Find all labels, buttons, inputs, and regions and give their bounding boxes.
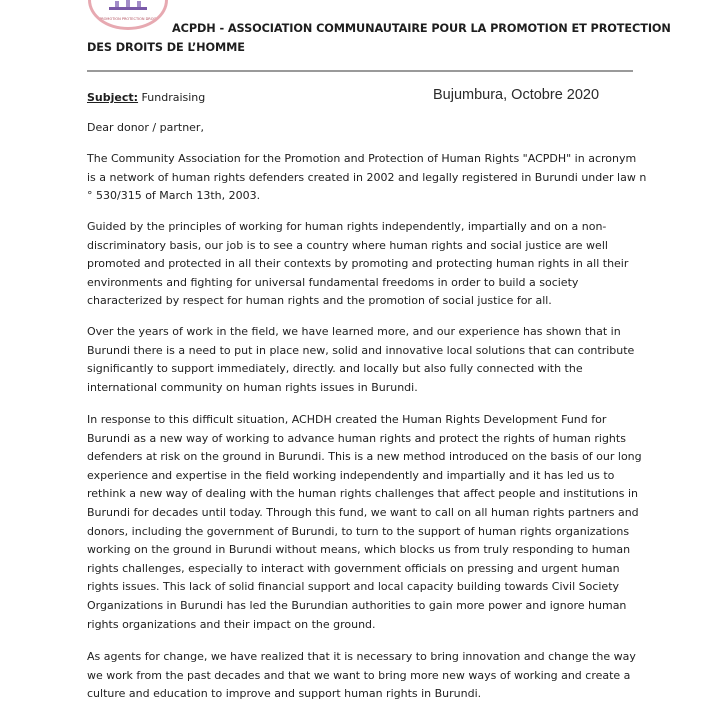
text-line: promoted and protected in all their contexts by promoting and protecting human rights in all their bbox=[87, 257, 629, 271]
text-line: significantly to support immediately, directly. and locally but also fully connected with the bbox=[87, 362, 583, 376]
text-line: Guided by the principles of working for human rights independently, impartially and on a non- bbox=[87, 220, 607, 233]
subject-value: Fundraising bbox=[141, 91, 206, 104]
subject-label: Subject: bbox=[87, 91, 139, 104]
organization-name-line-1: ACPDH - ASSOCIATION COMMUNAUTAIRE POUR LA PROMOTION ET PROTECTION bbox=[172, 22, 671, 35]
text-line: international community on human rights issues in Burundi. bbox=[87, 380, 418, 394]
text-line: culture and education to improve and support human rights in Burundi. bbox=[87, 687, 482, 701]
paragraph-principles bbox=[87, 218, 642, 311]
text-line: donors, including the government of Burundi, to turn to the support of human rights organizations bbox=[87, 524, 630, 538]
logo-emblem-icon bbox=[105, 0, 151, 15]
text-line: The Community Association for the Promotion and Protection of Human Rights "ACPDH" in acronym bbox=[87, 152, 637, 165]
text-line: characterized by respect for human rights and the promotion of social justice for all. bbox=[87, 294, 552, 308]
text-line: As agents for change, we have realized that it is necessary to bring innovation and change the way bbox=[87, 650, 636, 663]
text-line: working on the ground in Burundi without means, which blocks us from truly responding to human bbox=[87, 543, 631, 557]
paragraph-about-acpdh bbox=[87, 150, 647, 206]
text-line: Burundi there is a need to put in place new, solid and innovative local solutions that can contribute bbox=[87, 343, 635, 357]
text-line: ° 530/315 of March 13th, 2003. bbox=[87, 189, 261, 203]
text-line: rights organizations and their impact on the ground. bbox=[87, 617, 376, 631]
text-line: Burundi as a new way of working to advance human rights and protect the rights of human rights bbox=[87, 431, 626, 445]
salutation: Dear donor / partner, bbox=[87, 121, 204, 134]
text-line: In response to this difficult situation, ACHDH created the Human Rights Development Fund for bbox=[87, 413, 607, 426]
text-line: we work from the past decades and that we want to bring more new ways of working and create a bbox=[87, 668, 631, 682]
subject-line bbox=[87, 91, 205, 104]
text-line: discriminatory basis, our job is to see a country where human rights and social justice are well bbox=[87, 238, 608, 252]
organization-name-line-2: DES DROITS DE L’HOMME bbox=[87, 41, 245, 54]
organization-logo bbox=[88, 0, 168, 30]
text-line: rethink a new way of dealing with the human rights challenges that affect people and institutions in bbox=[87, 487, 638, 501]
text-line: rights challenges, especially to interact with government officials on pressing and urgent human bbox=[87, 561, 620, 575]
text-line: defenders at risk on the ground in Burundi. This is a new method introduced on the basis of our long bbox=[87, 450, 642, 464]
paragraph-fund bbox=[87, 411, 642, 634]
text-line: Over the years of work in the field, we have learned more, and our experience has shown that in bbox=[87, 325, 621, 338]
paragraph-agents-for-change bbox=[87, 648, 642, 704]
text-line: rights issues. This lack of solid financial support and local capacity building towards Civil Society bbox=[87, 580, 620, 594]
text-line: experience and expertise in the field working independently and impartially and it has led us to bbox=[87, 468, 615, 482]
text-line: Burundi for decades until today. Through this fund, we want to call on all human rights partners and bbox=[87, 505, 639, 519]
text-line: is a network of human rights defenders created in 2002 and legally registered in Burundi under law n bbox=[87, 170, 647, 184]
paragraph-experience bbox=[87, 323, 642, 397]
logo-caption: PROMOTION PROTECTION DROITS bbox=[99, 17, 159, 21]
header-divider bbox=[87, 70, 633, 72]
text-line: environments and fighting for universal fundamental freedoms in order to build a society bbox=[87, 275, 579, 289]
dateline: Bujumbura, Octobre 2020 bbox=[433, 87, 600, 103]
text-line: Organizations in Burundi has led the Burundian authorities to gain more power and ignore human bbox=[87, 598, 627, 612]
